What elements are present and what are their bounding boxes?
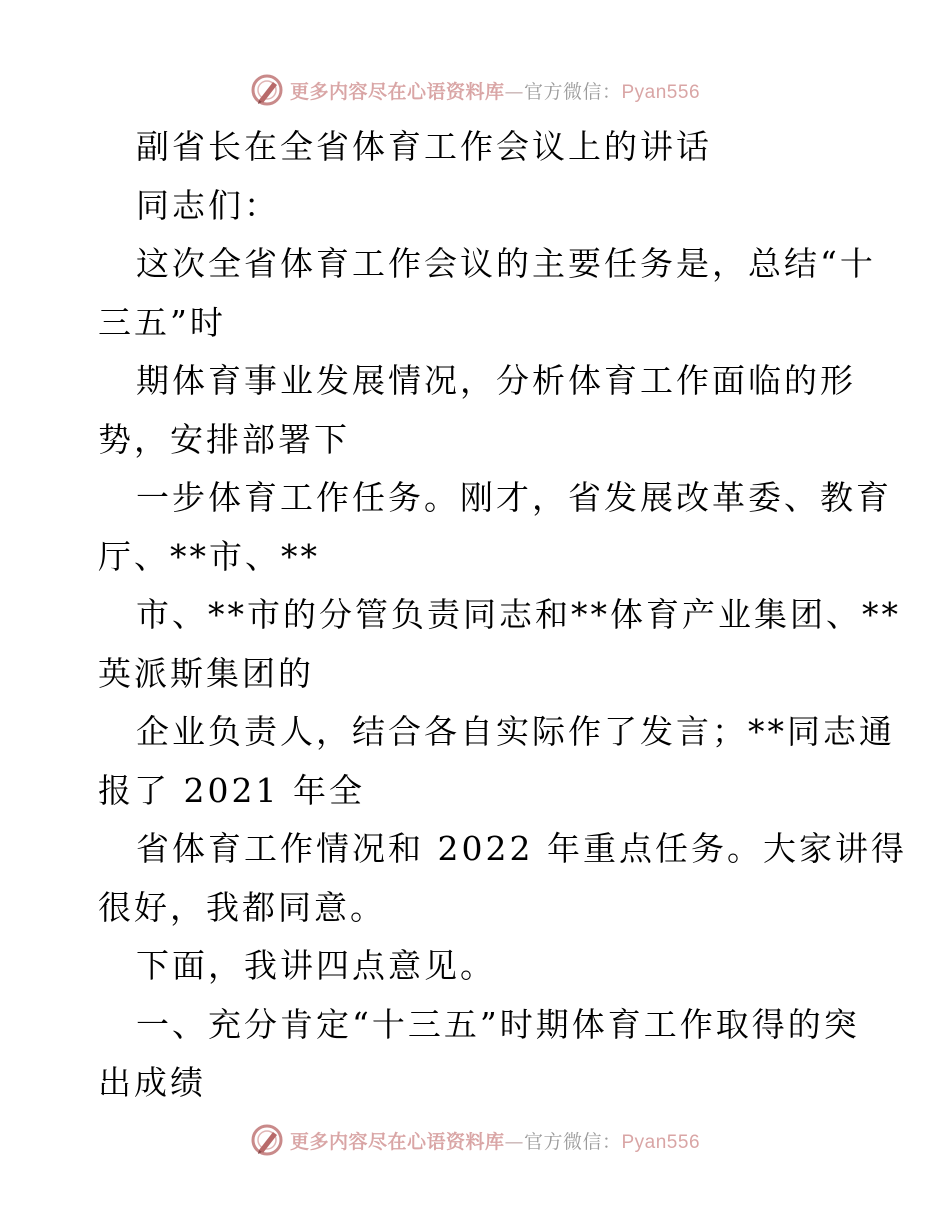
- paragraph: 一步体育工作任务。刚才，省发展改革委、教育 厅、**市、**: [98, 478, 892, 576]
- salutation: 同志们：: [136, 185, 280, 225]
- watermark-text: 更多内容尽在心语资料库—官方微信：Pyan556: [289, 80, 701, 103]
- section-heading: 一、充分肯定“十三五”时期体育工作取得的突 出成绩: [98, 1004, 860, 1102]
- paragraph: 下面，我讲四点意见。: [136, 946, 496, 985]
- pen-circle-logo-icon: [250, 1123, 284, 1157]
- paragraph: 这次全省体育工作会议的主要任务是，总结“十 三五”时: [98, 244, 876, 342]
- footer-watermark: [0, 1120, 950, 1160]
- document-body: [98, 118, 907, 1113]
- pen-circle-logo-icon: [250, 73, 284, 107]
- paragraph: 省体育工作情况和 2022 年重点任务。大家讲得 很好，我都同意。: [98, 829, 907, 927]
- paragraph: 企业负责人，结合各自实际作了发言；**同志通 报了 2021 年全: [98, 712, 895, 810]
- header-watermark: [0, 70, 950, 110]
- paragraph: 期体育事业发展情况，分析体育工作面临的形 势，安排部署下: [98, 361, 856, 459]
- watermark-text: 更多内容尽在心语资料库—官方微信：Pyan556: [289, 1130, 701, 1153]
- paragraph: 市、**市的分管负责同志和**体育产业集团、** 英派斯集团的: [98, 595, 901, 693]
- document-title: 副省长在全省体育工作会议上的讲话: [136, 127, 712, 166]
